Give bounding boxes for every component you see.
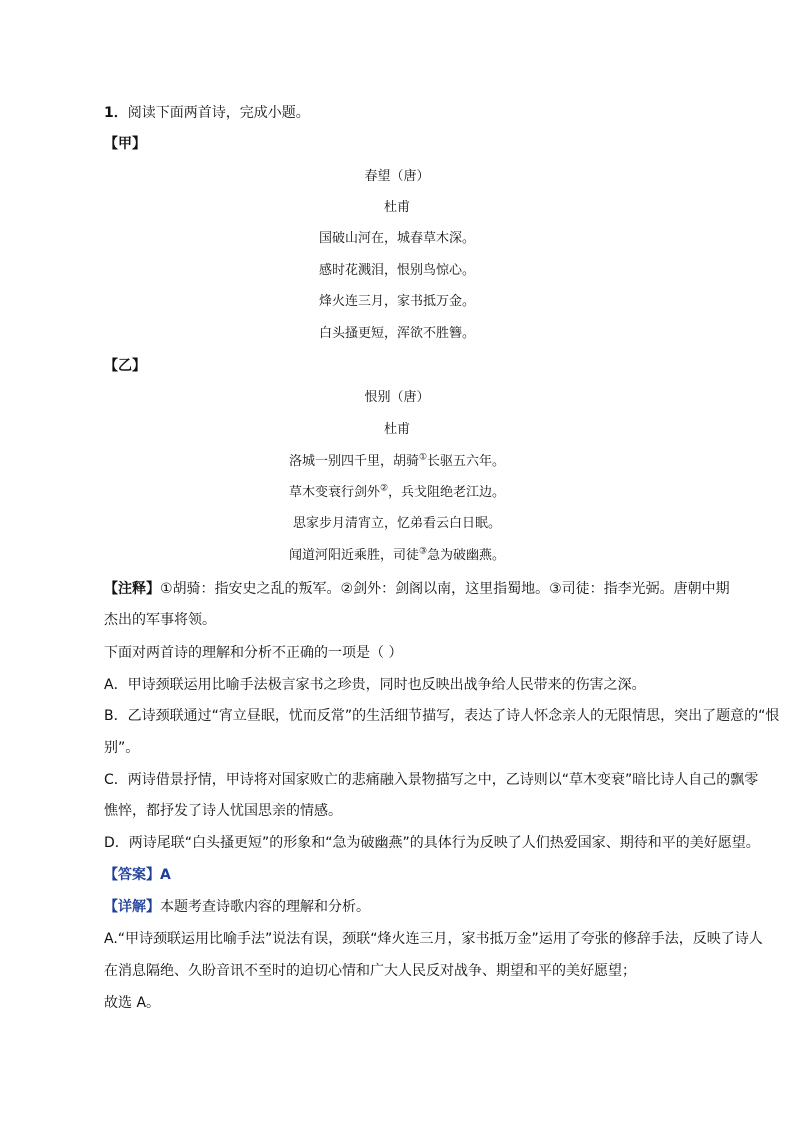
note-marker-3: ③	[418, 546, 428, 557]
note-marker-2: ②	[379, 483, 389, 494]
notes-label: 【注释】	[104, 581, 160, 597]
option-a: A．甲诗颈联运用比喻手法极言家书之珍贵，同时也反映出战争给人民带来的伤害之深。	[104, 677, 646, 693]
poem-yi-line-4	[0, 547, 794, 565]
answer-label: 【答案】	[104, 867, 160, 883]
question-header	[104, 103, 724, 123]
question-stem: 下面对两首诗的理解和分析不正确的一项是（ ）	[104, 645, 403, 661]
option-b-line-1: B．乙诗颈联通过“宵立昼眠，忧而反常”的生活细节描写，表达了诗人怀念亲人的无限情思，突出了题意的“恨	[104, 708, 780, 724]
option-b-line-2: 别”。	[104, 740, 140, 756]
poem-yi-line-4-text-b: 急为破幽燕。	[427, 548, 506, 563]
poem-yi-line-2-text-a: 草木变衰行剑外	[288, 485, 380, 500]
poem-jia-line-4: 白头搔更短，浑欲不胜簪。	[318, 326, 475, 341]
notes-text-1: ①胡骑：指安史之乱的叛军。②剑外：剑阁以南，这里指蜀地。③司徒：指李光弼。唐朝中期	[160, 581, 730, 597]
detail-line-3: 故选 A。	[104, 995, 161, 1011]
poem-jia-title: 春望（唐）	[364, 169, 430, 184]
option-d: D．两诗尾联“白头搔更短”的形象和“急为破幽燕”的具体行为反映了人们热爱国家、期待和平的美好愿望。	[104, 835, 760, 851]
poem-yi-line-4-text-a: 闻道河阳近乘胜，司徒	[288, 548, 419, 563]
note-marker-1: ①	[418, 452, 428, 463]
poem-yi-line-1	[0, 453, 794, 471]
notes-line-2: 杰出的军事将领。	[104, 612, 216, 628]
poem-yi-line-1-text-a: 洛城一别四千里，胡骑	[288, 454, 419, 469]
poem-yi-author: 杜甫	[383, 422, 410, 437]
poem-yi-line-1-text-b: 长驱五六年。	[427, 454, 506, 469]
poem-yi-line-3: 思家步月清宵立，忆弟看云白日眠。	[292, 516, 501, 531]
question-number: 1．	[104, 105, 128, 121]
poem-jia-line-2: 感时花溅泪，恨别鸟惊心。	[318, 263, 475, 278]
question-prompt: 阅读下面两首诗，完成小题。	[127, 105, 310, 121]
detail-line-intro	[104, 897, 724, 917]
poem-jia-label: 【甲】	[104, 136, 146, 152]
poem-yi-line-2	[0, 484, 794, 502]
poem-yi-label: 【乙】	[104, 358, 146, 374]
detail-label: 【详解】	[104, 899, 160, 915]
answer-line	[104, 865, 724, 885]
notes-line-1	[104, 579, 730, 599]
poem-jia-line-1: 国破山河在，城春草木深。	[318, 231, 475, 246]
answer-value: A	[160, 867, 171, 883]
option-c-line-2: 憔悴，都抒发了诗人忧国思亲的情感。	[104, 803, 342, 819]
detail-line-1: A.“甲诗颈联运用比喻手法”说法有误，颈联“烽火连三月，家书抵万金”运用了夸张的修辞手法，反映了诗人	[104, 931, 763, 947]
detail-intro: 本题考查诗歌内容的理解和分析。	[160, 899, 370, 915]
poem-jia-author: 杜甫	[383, 200, 410, 215]
detail-line-2: 在消息隔绝、久盼音讯不至时的迫切心情和广大人民反对战争、期望和平的美好愿望；	[104, 963, 636, 979]
poem-yi-title: 恨别（唐）	[364, 390, 430, 405]
poem-yi-line-2-text-b: ，兵戈阻绝老江边。	[388, 485, 506, 500]
poem-jia-line-3: 烽火连三月，家书抵万金。	[318, 294, 475, 309]
option-c-line-1: C．两诗借景抒情，甲诗将对国家败亡的悲痛融入景物描写之中，乙诗则以“草木变衰”暗比诗人自己的飘零	[104, 772, 759, 788]
